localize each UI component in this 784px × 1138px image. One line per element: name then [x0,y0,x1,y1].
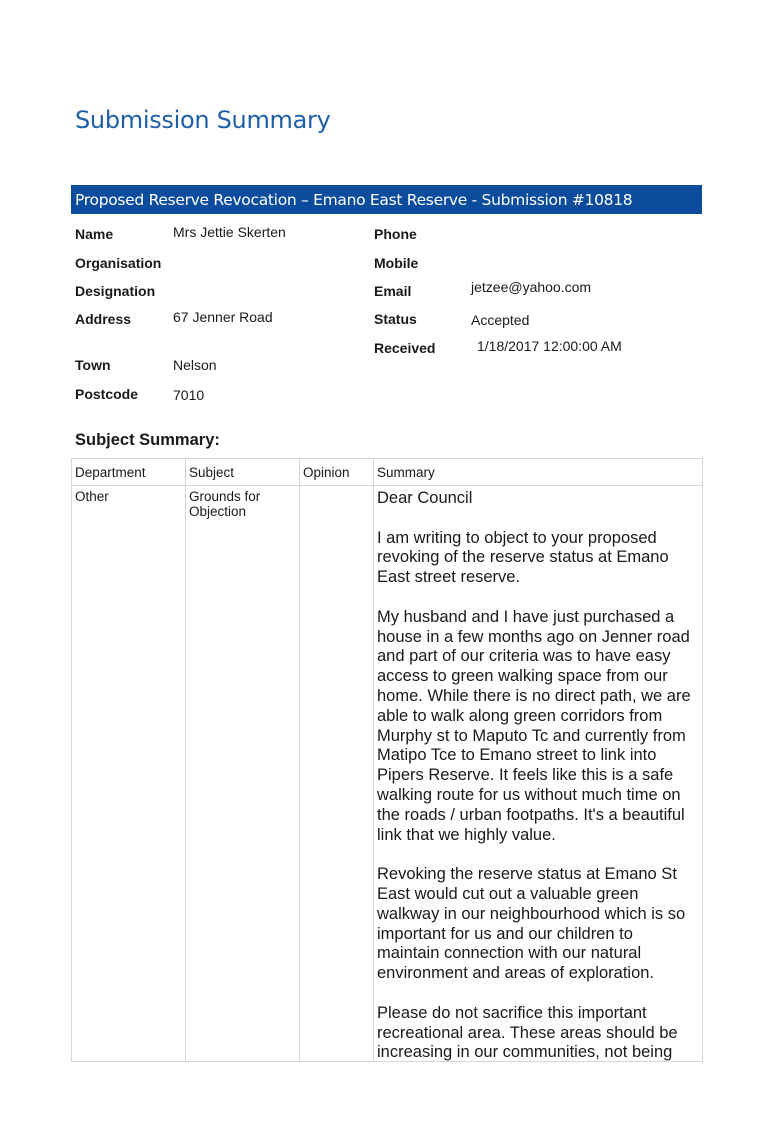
summary-paragraph: Please do not sacrifice this important recreational area. These areas should be increasing in our communities, not being [377,1003,678,1061]
status-value: Accepted [471,312,530,328]
name-value: Mrs Jettie Skerten [173,224,286,240]
postcode-value: 7010 [173,387,205,403]
town-value: Nelson [173,357,217,373]
summary-paragraph: I am writing to object to your proposed revoking of the reserve status at Emano East street reserve. [377,528,669,587]
opinion-cell [300,486,374,1062]
table-row [72,486,703,1062]
table-header-row [72,459,703,486]
column-header-subject: Subject [186,459,300,486]
email-value: jetzee@yahoo.com [471,279,592,295]
organisation-label: Organisation [75,255,162,271]
subject-cell: Grounds for Objection [186,486,300,1062]
phone-label: Phone [374,226,417,242]
summary-paragraph: Dear Council [377,489,473,507]
summary-text [377,489,699,1061]
address-label: Address [75,311,132,327]
summary-paragraph: My husband and I have just purchased a house in a few months ago on Jenner road and part of our criteria was to have easy access to green walking space from our home. While there is no direct path, we are able to walk along green corridors from Murphy st to Maputo Tc and currently from Matipo Tce to Emano street to link into Pipers Reserve. It feels like this is a safe walking route for us without much time on the roads / urban footpaths. It's a beautiful link that we highly value. [377,607,691,844]
subject-summary-heading: Subject Summary: [75,431,220,449]
postcode-label: Postcode [75,386,139,402]
designation-label: Designation [75,283,156,299]
submission-banner: Proposed Reserve Revocation – Emano East Reserve - Submission #10818 [71,185,702,214]
summary-cell [374,486,703,1062]
column-header-summary: Summary [374,459,703,486]
subject-summary-table [71,458,703,1062]
column-header-department: Department [72,459,186,486]
received-value: 1/18/2017 12:00:00 AM [477,338,622,354]
summary-paragraph: Revoking the reserve status at Emano St East would cut out a valuable green walkway in our neighbourhood which is so important for us and our children to maintain connection with our natural environment and areas of exploration. [377,865,686,983]
address-value: 67 Jenner Road [173,309,273,325]
mobile-label: Mobile [374,255,419,271]
email-label: Email [374,283,412,299]
name-label: Name [75,226,114,242]
status-label: Status [374,311,417,327]
town-label: Town [75,357,111,373]
department-cell: Other [72,486,186,1062]
received-label: Received [374,340,436,356]
page-title: Submission Summary [75,106,331,134]
column-header-opinion: Opinion [300,459,374,486]
